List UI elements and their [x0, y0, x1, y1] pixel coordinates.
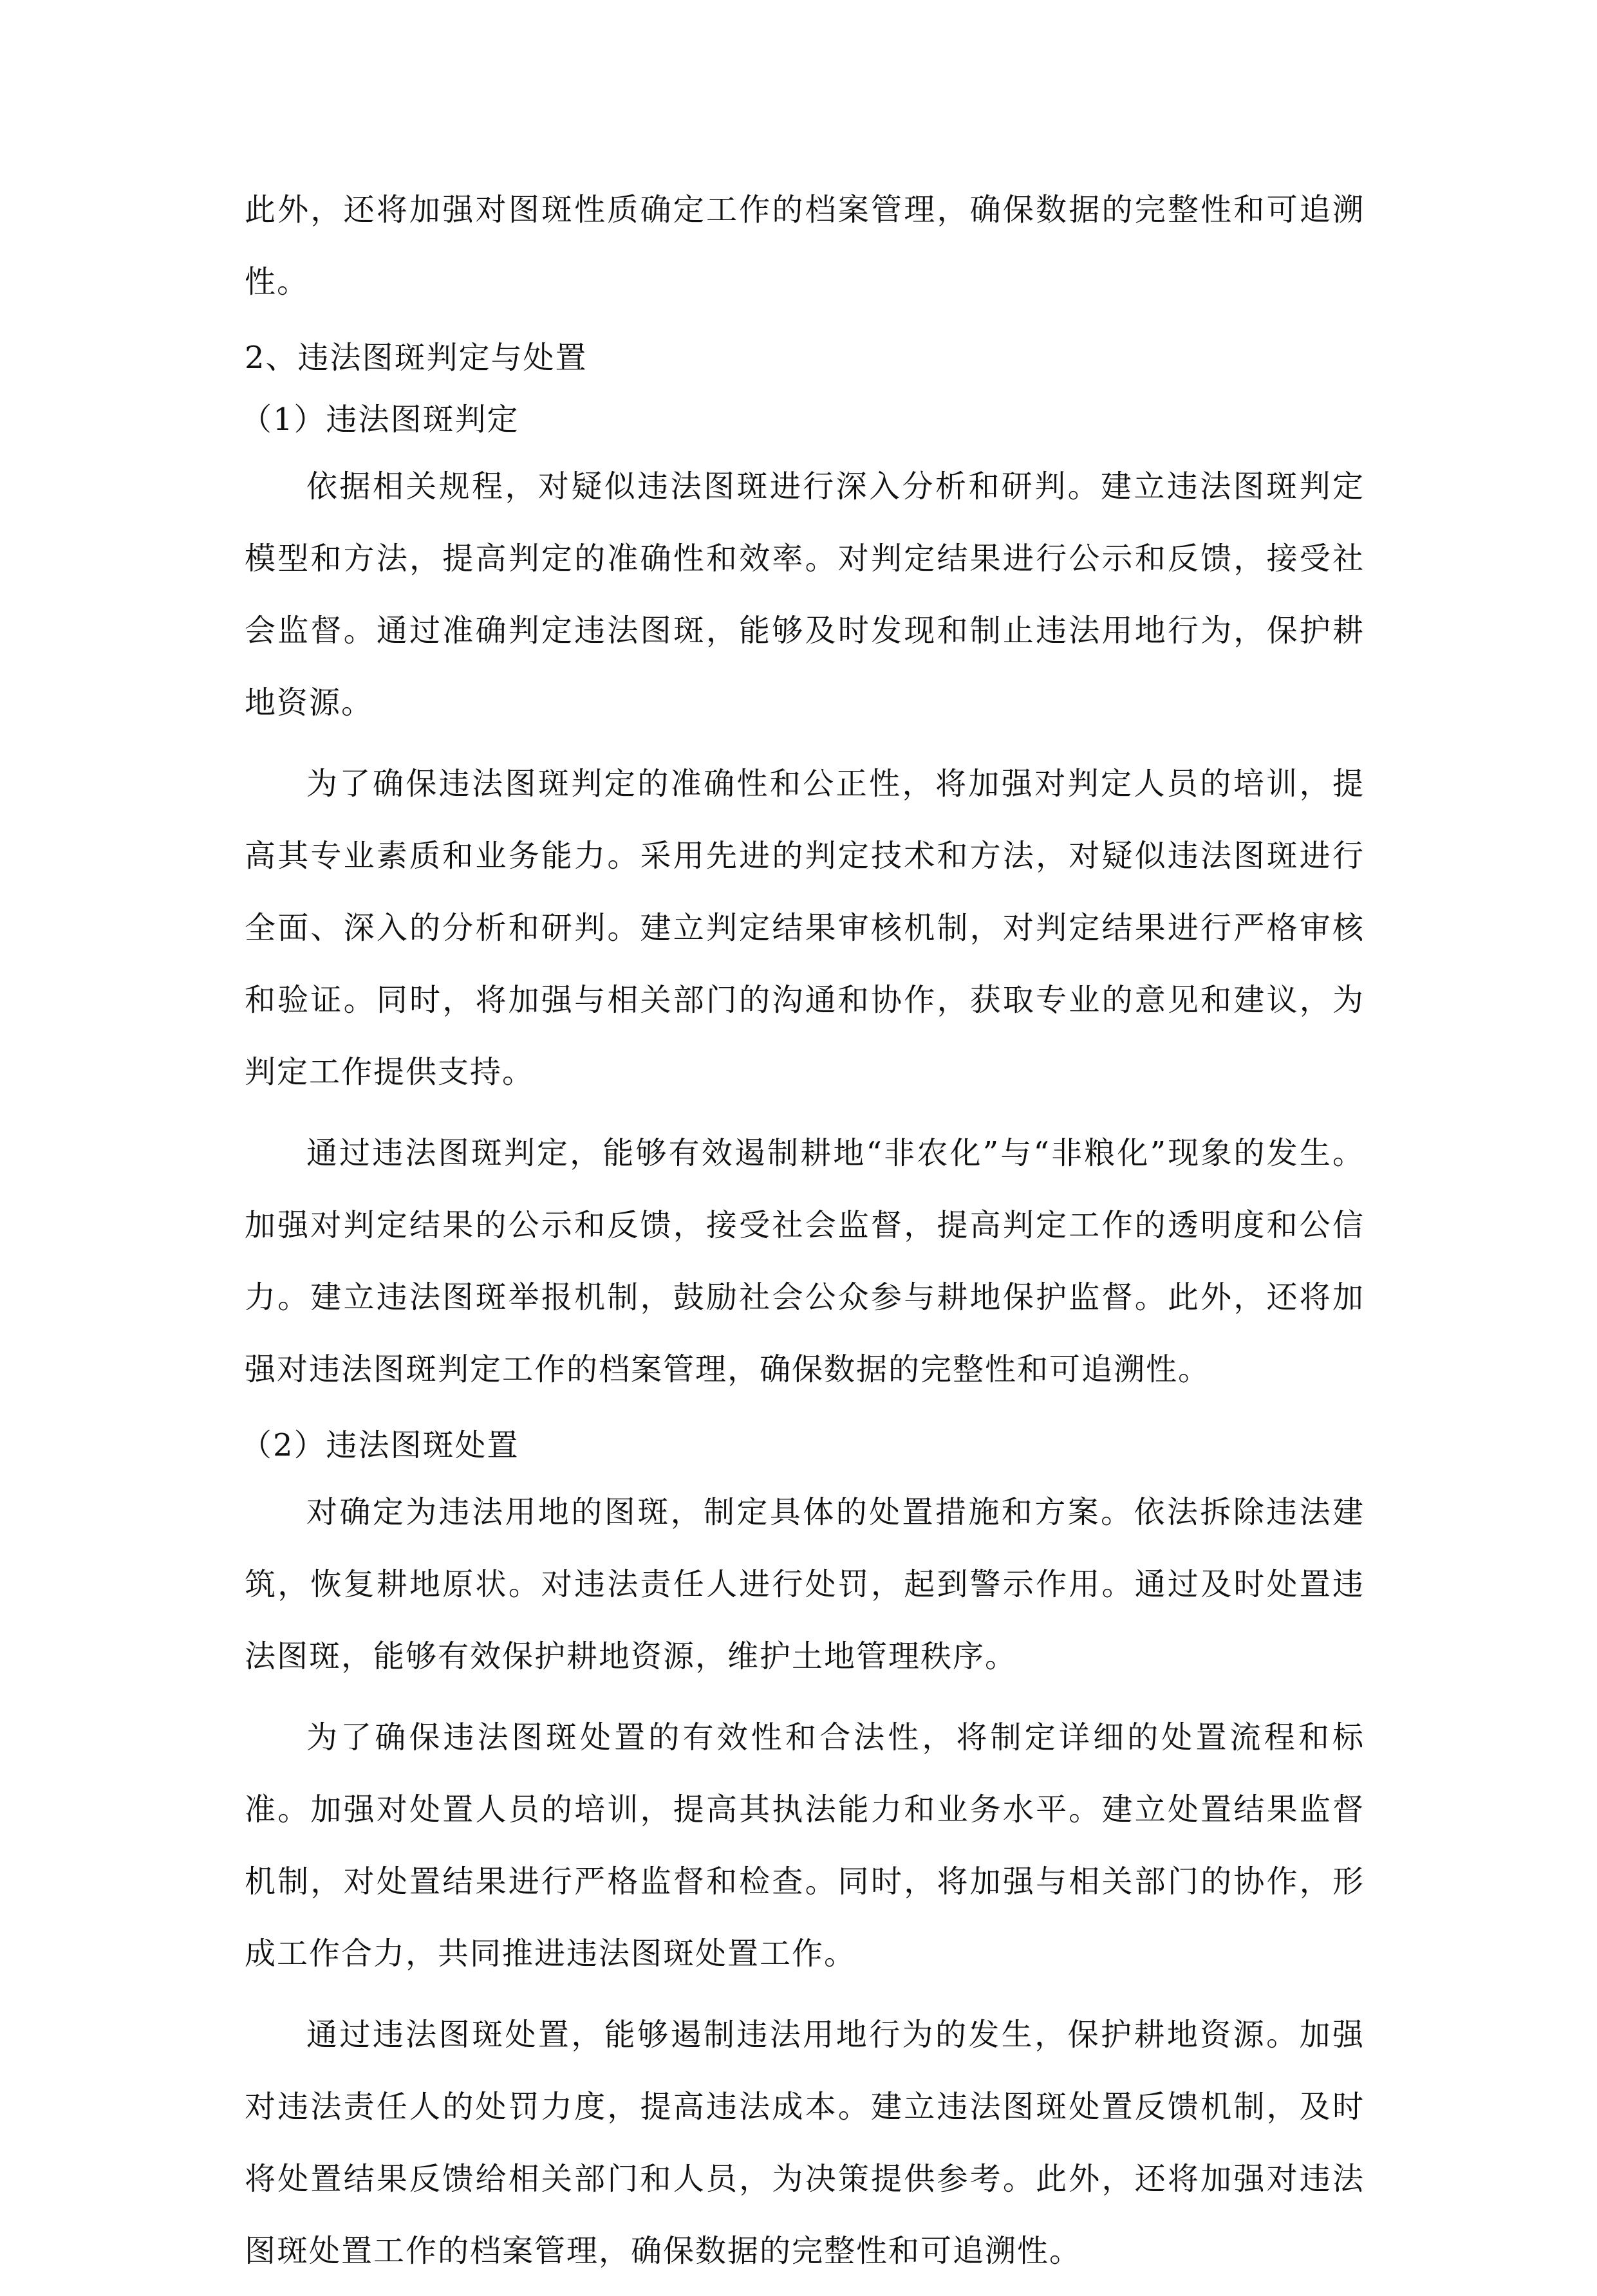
disposal-paragraph-2: 为了确保违法图斑处置的有效性和合法性，将制定详细的处置流程和标准。加强对处置人员的培训，提高其执法能力和业务水平。建立处置结果监督机制，对处置结果进行严格监督和检查。同时，将加强与相关部门的协作，形成工作合力，共同推进违法图斑处置工作。 — [245, 1719, 1365, 1972]
section-heading: 2、违法图斑判定与处置 — [245, 340, 588, 376]
judgment-paragraph-2: 为了确保违法图斑判定的准确性和公正性，将加强对判定人员的培训，提高其专业素质和业务能力。采用先进的判定技术和方法，对疑似违法图斑进行全面、深入的分析和研判。建立判定结果审核机制，对判定结果进行严格审核和验证。同时，将加强与相关部门的沟通和协作，获取专业的意见和建议，为判定工作提供支持。 — [245, 766, 1365, 1090]
opening-paragraph: 此外，还将加强对图斑性质确定工作的档案管理，确保数据的完整性和可追溯性。 — [245, 192, 1365, 300]
disposal-paragraph-3: 通过违法图斑处置，能够遏制违法用地行为的发生，保护耕地资源。加强对违法责任人的处罚力度，提高违法成本。建立违法图斑处置反馈机制，及时将处置结果反馈给相关部门和人员，为决策提供参考。此外，还将加强对违法图斑处置工作的档案管理，确保数据的完整性和可追溯性。 — [245, 2017, 1365, 2269]
subsection-heading-disposal: （2）违法图斑处置 — [241, 1427, 519, 1463]
disposal-paragraph-1: 对确定为违法用地的图斑，制定具体的处置措施和方案。依法拆除违法建筑，恢复耕地原状。对违法责任人进行处罚，起到警示作用。通过及时处置违法图斑，能够有效保护耕地资源，维护土地管理秩序。 — [245, 1494, 1365, 1674]
judgment-paragraph-1: 依据相关规程，对疑似违法图斑进行深入分析和研判。建立违法图斑判定模型和方法，提高判定的准确性和效率。对判定结果进行公示和反馈，接受社会监督。通过准确判定违法图斑，能够及时发现和制止违法用地行为，保护耕地资源。 — [245, 468, 1365, 721]
document-body — [241, 174, 1365, 2296]
judgment-paragraph-3: 通过违法图斑判定，能够有效遏制耕地“非农化”与“非粮化”现象的发生。加强对判定结果的公示和反馈，接受社会监督，提高判定工作的透明度和公信力。建立违法图斑举报机制，鼓励社会公众参与耕地保护监督。此外，还将加强对违法图斑判定工作的档案管理，确保数据的完整性和可追溯性。 — [245, 1135, 1365, 1387]
subsection-heading-judgment: （1）违法图斑判定 — [241, 402, 519, 438]
